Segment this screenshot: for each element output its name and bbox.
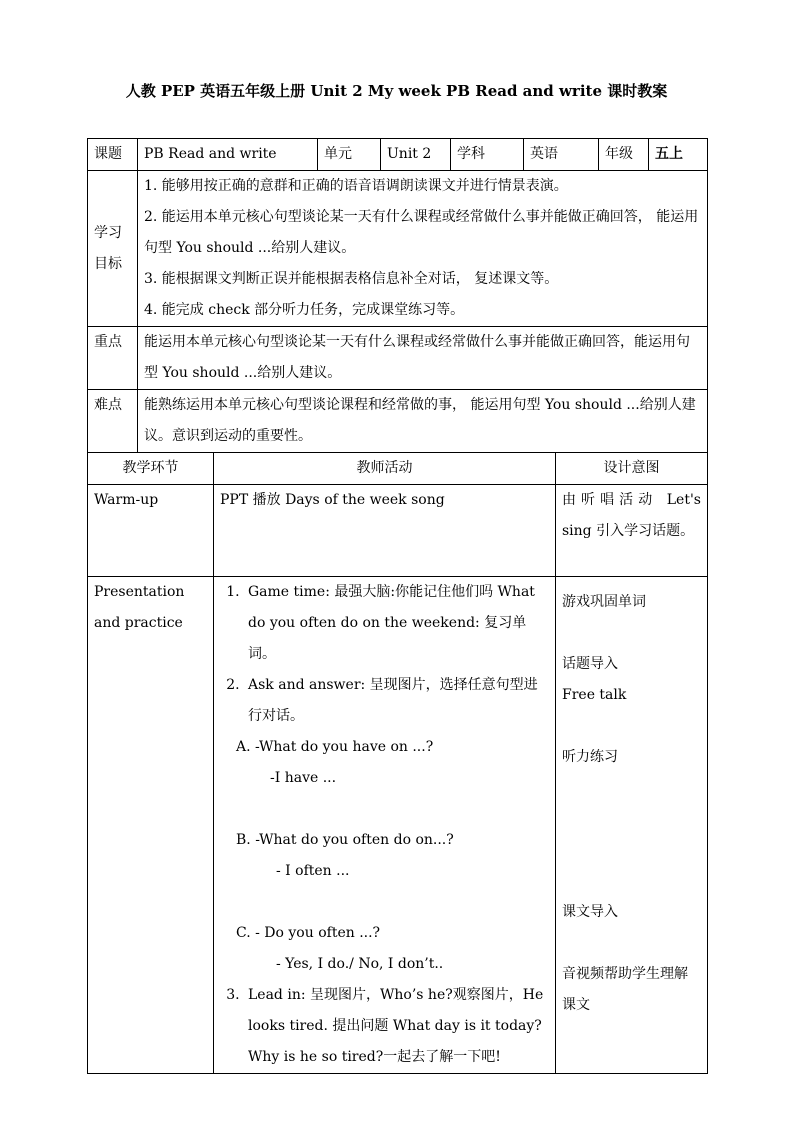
- page-title: 人教 PEP 英语五年级上册 Unit 2 My week PB Read and write 课时教案: [125, 82, 668, 100]
- topic-label: 课题: [88, 139, 138, 171]
- subject-label: 学科: [451, 139, 524, 171]
- presentation-activity: [214, 577, 556, 1074]
- difficulties-text: 能熟练运用本单元核心句型谈论课程和经常做的事， 能运用句型 You should ...给别人建议。意识到运动的重要性。: [138, 390, 708, 453]
- dialog-a-answer: -I have ...: [270, 770, 337, 786]
- dialog-b-question: B. -What do you often do on...?: [236, 832, 454, 848]
- key-points-text: 能运用本单元核心句型谈论某一天有什么课程或经常做什么事并能做正确回答，能运用句型 You should ...给别人建议。: [138, 327, 708, 390]
- objectives-cell: [138, 171, 708, 327]
- activity-item-2: 2. Ask and answer: 呈现图片，选择任意句型进行对话。: [244, 670, 549, 732]
- unit-label: 单元: [318, 139, 381, 171]
- dialog-c-answer: - Yes, I do./ No, I don’t..: [276, 956, 444, 972]
- difficulties-label: 难点: [88, 390, 138, 453]
- objective-item: 4. 能完成 check 部分听力任务，完成课堂练习等。: [144, 302, 465, 318]
- header-intent: 设计意图: [556, 453, 708, 485]
- intent-av: 音视频帮助学生理解课文: [562, 966, 688, 1013]
- subject-value: 英语: [524, 139, 599, 171]
- presentation-stage: Presentation and practice: [88, 577, 214, 1074]
- dialog-a-question: A. -What do you have on ...?: [236, 739, 434, 755]
- intent-text-intro: 课文导入: [562, 904, 618, 920]
- warmup-intent: 由听唱活动 Let's sing 引入学习话题。: [556, 485, 708, 577]
- objective-item: 3. 能根据课文判断正误并能根据表格信息补全对话， 复述课文等。: [144, 271, 559, 287]
- objectives-label: 学习目标: [88, 171, 138, 327]
- key-points-label: 重点: [88, 327, 138, 390]
- activity-item-1: 1. Game time: 最强大脑:你能记住他们吗 What do you often do on the weekend: 复习单词。: [244, 577, 549, 670]
- grade-label: 年级: [599, 139, 649, 171]
- dialog-b-answer: - I often ...: [276, 863, 350, 879]
- header-activity: 教师活动: [214, 453, 556, 485]
- lesson-info-table: [87, 138, 708, 453]
- dialog-c-question: C. - Do you often ...?: [236, 925, 381, 941]
- objective-item: 2. 能运用本单元核心句型谈论某一天有什么课程或经常做什么事并能做正确回答， 能运用句型 You should ...给别人建议。: [144, 209, 699, 256]
- warmup-activity: PPT 播放 Days of the week song: [214, 485, 556, 577]
- activity-item-3: 3. Lead in: 呈现图片，Who’s he?观察图片，He looks tired. 提出问题 What day is it today?Why is he so tired?一起去了解一下吧!: [244, 980, 549, 1073]
- warmup-stage: Warm-up: [88, 485, 214, 577]
- objective-item: 1. 能够用按正确的意群和正确的语音语调朗读课文并进行情景表演。: [144, 178, 568, 194]
- header-stage: 教学环节: [88, 453, 214, 485]
- intent-topic: 话题导入: [562, 656, 618, 672]
- grade-value: 五上: [649, 139, 708, 171]
- intent-game: 游戏巩固单词: [562, 594, 646, 610]
- topic-value: PB Read and write: [138, 139, 318, 171]
- intent-listening: 听力练习: [562, 749, 618, 765]
- intent-free-talk: Free talk: [562, 687, 627, 703]
- teaching-process-table: [87, 452, 708, 1074]
- unit-value: Unit 2: [381, 139, 451, 171]
- presentation-intent: [556, 577, 708, 1074]
